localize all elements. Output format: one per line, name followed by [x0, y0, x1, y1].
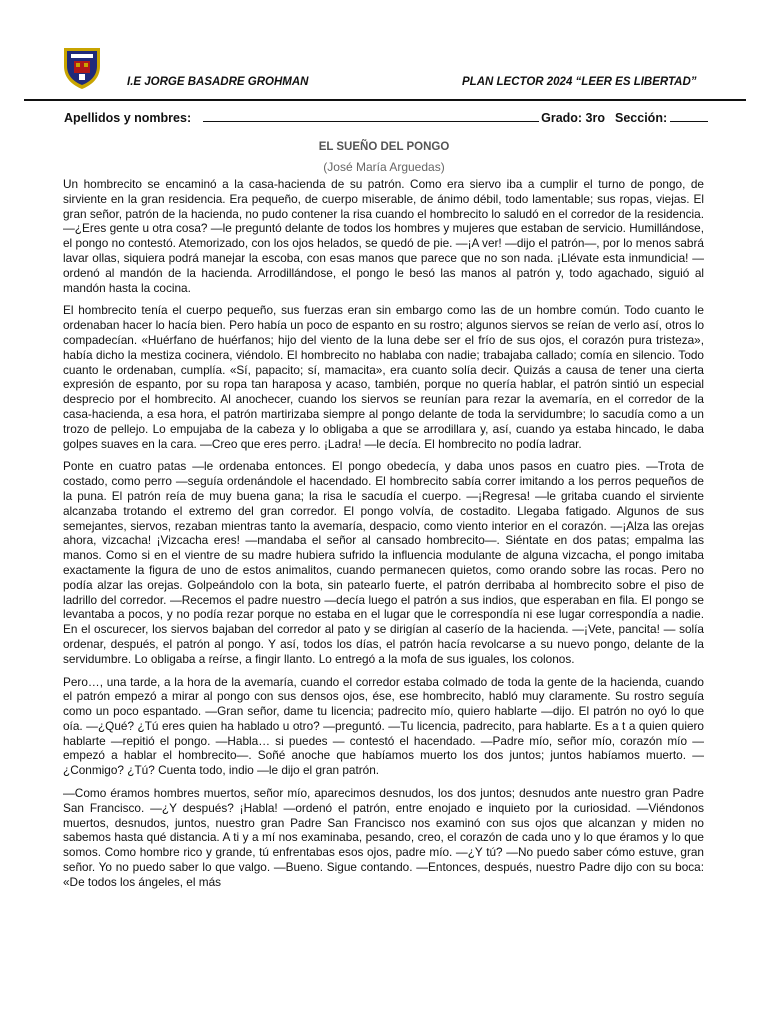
grade-label: Grado: 3ro [541, 111, 606, 125]
school-name: I.E JORGE BASADRE GROHMAN [127, 76, 309, 88]
school-crest-icon [62, 44, 102, 90]
name-label: Apellidos y nombres: [64, 111, 192, 125]
story-author: (José María Arguedas) [323, 160, 445, 174]
page-header [0, 40, 768, 102]
student-info-row [64, 110, 724, 125]
paragraph: Pero…, una tarde, a la hora de la avemaría, cuando el corredor estaba colmado de toda la gente de la hacienda, cuando el patrón empezó a mirar al pongo con sus densos ojos, ése, ese hombrecito, habló muy claramente. Su rostro seguía como un poco espantado. —Gran señor, dame tu licencia; padrecito mío, quiero hablarte —dijo. El patrón no oyó lo que oía. —¿Qué? ¿Tú eres quien ha hablado u otro? —preguntó. —Tu licencia, padrecito, para hablarte. Es a t a quien quiero hablarte —repitió el pongo. —Habla… si puedes — contestó el hacendado. —Padre mío, señor mío, corazón mío —empezó a hablar el hombrecito—. Soñé anoche que habíamos muerto los dos juntos; juntos habíamos muerto. —¿Conmigo? ¿Tú? Cuenta todo, indio —le dijo el gran patrón. [63, 674, 704, 778]
paragraph: Un hombrecito se encaminó a la casa-hacienda de su patrón. Como era siervo iba a cumplir el turno de pongo, de sirviente en la gran residencia. Era pequeño, de cuerpo miserable, de ánimo débil, todo lamentable; sus ropas, viejas. El gran señor, patrón de la hacienda, no pudo contener la risa cuando el hombrecito lo saludó en el corredor de la residencia. —¿Eres gente u otra cosa? —le preguntó delante de todos los hombres y mujeres que estaban de servicio. Humillándose, el pongo no contestó. Atemorizado, con los ojos helados, se quedó de pie. —¡A ver! —dijo el patrón—, por lo menos sabrá lavar ollas, siquiera podrá manejar la escoba, con esas manos que parece que no son nada. ¡Llévate esta inmundicia! —ordenó al mandón de la hacienda. Arrodillándose, el pongo le besó las manos al patrón y, todo agachado, siguió al mandón hasta la cocina. [63, 177, 704, 295]
header-divider [24, 99, 746, 101]
section-label: Sección: [615, 111, 668, 125]
section-blank [670, 110, 708, 122]
name-blank [203, 110, 539, 122]
story-body [63, 177, 704, 1017]
paragraph: —Como éramos hombres muertos, señor mío, aparecimos desnudos, los dos juntos; desnudos ante nuestro gran Padre San Francisco. —¿Y después? ¡Habla! —ordenó el patrón, entre enojado e inquieto por la curiosidad. —Viéndonos muertos, desnudos, juntos, nuestro gran Padre San Francisco nos examinó con sus ojos que alcanzan y miden no sabemos hasta qué distancia. A ti y a mí nos examinaba, pesando, creo, el corazón de cada uno y lo que éramos y lo que somos. Como hombre rico y grande, tú enfrentabas esos ojos, padre mío. —¿Y tú? —No puedo saber cómo estuve, gran señor. Yo no puedo saber lo que valgo. —Bueno. Sigue contando. —Entonces, después, nuestro Padre dijo con su boca: «De todos los ángeles, el más [63, 786, 704, 889]
reading-plan-title: PLAN LECTOR 2024 “LEER ES LIBERTAD” [462, 76, 697, 88]
paragraph: Ponte en cuatro patas —le ordenaba entonces. El pongo obedecía, y daba unos pasos en cuatro pies. —Trota de costado, como perro —seguía ordenándole el hacendado. El hombrecito sabía correr imitando a los perros pequeños de la puna. El patrón reía de muy buena gana; la risa le sacudía el cuerpo. —¡Regresa! —le gritaba cuando el sirviente alcanzaba trotando el extremo del gran corredor. El pongo volvía, de costadito. Llegaba fatigado. Algunos de sus semejantes, siervos, rezaban mientras tanto la avemaría, despacio, como viento interior en el corazón. —¡Alza las orejas ahora, vizcacha! ¡Vizcacha eres! —mandaba el señor al cansado hombrecito—. Siéntate en dos patas; empalma las manos. Como si en el vientre de su madre hubiera sufrido la influencia modulante de alguna vizcacha, el pongo imitaba exactamente la figura de uno de estos animalitos, cuando permanecen quietos, como orando sobre las rocas. Pero no podía alzar las orejas. Golpeándolo con la bota, sin patearlo fuerte, el patrón derribaba al hombrecito sobre el piso de ladrillo del corredor. —Recemos el padre nuestro —decía luego el patrón a sus indios, que esperaban en fila. El pongo se levantaba a pocos, y no podía rezar porque no estaba en el lugar que le correspondía ni ese lugar correspondía a nadie. En el oscurecer, los siervos bajaban del corredor al pato y se dirigían al caserío de la hacienda. —¡Vete, pancita! — solía ordenar, después, el patrón al pongo. Y así, todos los días, el patrón hacía revolcarse a su nuevo pongo, delante de la servidumbre. Lo obligaba a reírse, a fingir llanto. Lo entregó a la mofa de sus iguales, los colonos. [63, 459, 704, 666]
story-title: EL SUEÑO DEL PONGO [318, 141, 450, 153]
paragraph: El hombrecito tenía el cuerpo pequeño, sus fuerzas eran sin embargo como las de un hombre común. Todo cuanto le ordenaban hacer lo hacía bien. Pero había un poco de espanto en su rostro; algunos siervos se reían de verlo así, otros lo compadecían. «Huérfano de huérfanos; hijo del viento de la luna debe ser el frío de sus ojos, el corazón pura tristeza», había dicho la mestiza cocinera, viéndolo. El hombrecito no hablaba con nadie; trabajaba callado; comía en silencio. Todo cuanto le ordenaban, cumplía. «Sí, papacito; sí, mamacita», era cuanto solía decir. Quizás a causa de tener una cierta expresión de espanto, por su ropa tan haraposa y acaso, también, porque no quería hablar, el patrón sintió un especial desprecio por el hombrecito. Al anochecer, cuando los siervos se reunían para rezar la avemaría, en el corredor de la casa-hacienda, a esa hora, el patrón martirizaba siempre al pongo delante de toda la servidumbre; lo sacudía como a un trozo de pellejo. Lo empujaba de la cabeza y lo obligaba a que se arrodillara y, así, cuando ya estaba hincado, le daba golpes suaves en la cara. —Creo que eres perro. ¡Ladra! —le decía. El hombrecito no podía ladrar. [63, 303, 704, 451]
